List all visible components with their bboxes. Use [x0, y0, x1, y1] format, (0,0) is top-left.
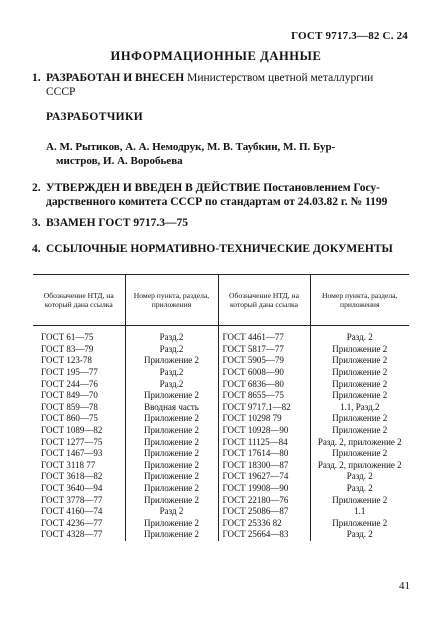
cell-designation: ГОСТ 4461—77 — [218, 326, 310, 344]
page-title: ИНФОРМАЦИОННЫЕ ДАННЫЕ — [110, 49, 322, 63]
cell-designation: ГОСТ 195—77 — [41, 367, 98, 378]
section-4-caption: ССЫЛОЧНЫЕ НОРМАТИВНО-ТЕХНИЧЕСКИЕ ДОКУМЕНТЫ — [46, 243, 393, 255]
references-table — [33, 274, 409, 541]
table-row — [33, 378, 409, 390]
cell-designation: ГОСТ 25664—83 — [218, 529, 310, 541]
cell-designation: ГОСТ 10928—90 — [218, 425, 310, 437]
cell-item: Приложение 2 — [125, 448, 218, 460]
cell-designation: ГОСТ 1277—75 — [41, 436, 103, 447]
section-3-caption: ВЗАМЕН ГОСТ 9717.3—75 — [46, 217, 188, 229]
table-row — [33, 483, 409, 495]
cell-item: Разд. 2 — [310, 471, 409, 483]
cell-designation: ГОСТ 18300—87 — [218, 460, 310, 472]
cell-item: Приложение 2 — [125, 460, 218, 472]
cell-designation: ГОСТ 1467—93 — [41, 448, 103, 459]
col-header-item-2: Номер пункта, раздела, приложения — [310, 275, 409, 326]
table-row — [33, 390, 409, 402]
cell-item: Приложение 2 — [125, 425, 218, 437]
cell-item: Приложение 2 — [125, 529, 218, 541]
page-number: 41 — [399, 580, 410, 592]
cell-designation: ГОСТ 19627—74 — [218, 471, 310, 483]
table-row — [33, 529, 409, 541]
cell-designation: ГОСТ 244—76 — [41, 378, 98, 389]
cell-item: Приложение 2 — [310, 367, 409, 379]
cell-item: 1.1 — [310, 506, 409, 518]
cell-designation: ГОСТ 19908—90 — [218, 483, 310, 495]
table-header-row — [33, 275, 409, 326]
table-row — [33, 436, 409, 448]
table-row — [33, 344, 409, 356]
table-row — [33, 355, 409, 367]
cell-designation: ГОСТ 61—75 — [41, 332, 94, 343]
cell-item: Приложение 2 — [125, 355, 218, 367]
cell-item: Вводная часть — [125, 402, 218, 414]
table-row — [33, 326, 409, 344]
cell-designation: ГОСТ 6008—90 — [218, 367, 310, 379]
cell-designation: ГОСТ 3778—77 — [41, 494, 103, 505]
developers-heading: РАЗРАБОТЧИКИ — [46, 111, 144, 123]
table-row — [33, 518, 409, 530]
cell-item: Приложение 2 — [125, 483, 218, 495]
section-2-text: Постановлением Госу- — [263, 182, 380, 194]
section-4-number: 4. — [32, 243, 41, 255]
section-1-caption: РАЗРАБОТАН И ВНЕСЕН — [46, 72, 185, 84]
section-3 — [32, 216, 412, 230]
cell-designation: ГОСТ 83—79 — [41, 343, 94, 354]
col-header-designation-2: Обозначение НТД, на который дана ссылка — [218, 275, 310, 326]
cell-designation: ГОСТ 3640—94 — [41, 483, 103, 494]
cell-item: Приложение 2 — [310, 425, 409, 437]
cell-designation: ГОСТ 6836—80 — [218, 378, 310, 390]
cell-item: Разд 2 — [125, 506, 218, 518]
cell-designation: ГОСТ 1089—82 — [41, 425, 103, 436]
cell-item: Приложение 2 — [310, 448, 409, 460]
section-1-number: 1. — [32, 72, 41, 84]
section-4 — [32, 242, 412, 256]
section-1 — [32, 71, 412, 99]
cell-item: Приложение 2 — [310, 494, 409, 506]
cell-item: 1.1, Разд.2 — [310, 402, 409, 414]
cell-designation: ГОСТ 4236—77 — [41, 517, 103, 528]
col-header-item-1: Номер пункта, раздела, приложения — [125, 275, 218, 326]
section-2-text-cont: дарственного комитета СССР по стандартам от 24.03.82 г. № 1199 — [46, 196, 388, 208]
cell-designation: ГОСТ 9717.1—82 — [218, 402, 310, 414]
cell-designation: ГОСТ 11125—84 — [218, 436, 310, 448]
developers-line-1: А. М. Рытиков, А. А. Немодрук, М. В. Таубкин, М. П. Бур- — [46, 141, 336, 153]
cell-designation: ГОСТ 5817—77 — [218, 344, 310, 356]
cell-designation: ГОСТ 25336 82 — [218, 518, 310, 530]
cell-item: Приложение 2 — [310, 344, 409, 356]
table-row — [33, 460, 409, 472]
cell-designation: ГОСТ 3618—82 — [41, 471, 103, 482]
cell-designation: ГОСТ 859—78 — [41, 401, 98, 412]
cell-item: Разд. 2, приложение 2 — [310, 460, 409, 472]
table-row — [33, 425, 409, 437]
cell-item: Приложение 2 — [125, 494, 218, 506]
cell-item: Приложение 2 — [310, 390, 409, 402]
cell-designation: ГОСТ 5905—79 — [218, 355, 310, 367]
cell-designation: ГОСТ 123-78 — [41, 355, 92, 366]
cell-designation: ГОСТ 10298 79 — [218, 413, 310, 425]
cell-designation: ГОСТ 17614—80 — [218, 448, 310, 460]
table-row — [33, 471, 409, 483]
table-row — [33, 506, 409, 518]
cell-item: Разд.2 — [125, 344, 218, 356]
cell-designation: ГОСТ 4328—77 — [41, 529, 103, 540]
cell-item: Разд.2 — [125, 326, 218, 344]
table-row — [33, 494, 409, 506]
cell-item: Приложение 2 — [310, 518, 409, 530]
table-body — [33, 326, 409, 541]
section-2 — [32, 181, 412, 209]
section-1-text: Министерством цветной металлургии — [187, 72, 374, 84]
cell-item: Приложение 2 — [125, 413, 218, 425]
cell-designation: ГОСТ 4160—74 — [41, 506, 103, 517]
cell-item: Приложение 2 — [310, 378, 409, 390]
table-row — [33, 413, 409, 425]
table-row — [33, 402, 409, 414]
cell-item: Приложение 2 — [125, 518, 218, 530]
cell-item: Разд. 2 — [310, 326, 409, 344]
section-2-number: 2. — [32, 182, 41, 194]
cell-item: Разд.2 — [125, 367, 218, 379]
cell-item: Разд. 2, приложение 2 — [310, 436, 409, 448]
cell-designation: ГОСТ 22180—76 — [218, 494, 310, 506]
col-header-designation-1: Обозначение НТД, на который дана ссылка — [33, 275, 125, 326]
cell-item: Приложение 2 — [125, 471, 218, 483]
cell-designation: ГОСТ 8655—75 — [218, 390, 310, 402]
cell-item: Приложение 2 — [310, 355, 409, 367]
cell-item: Разд.2 — [125, 378, 218, 390]
section-2-caption: УТВЕРЖДЕН И ВВЕДЕН В ДЕЙСТВИЕ — [46, 182, 261, 194]
page-header: ГОСТ 9717.3—82 С. 24 — [291, 30, 408, 42]
cell-item: Приложение 2 — [125, 390, 218, 402]
cell-item: Приложение 2 — [310, 413, 409, 425]
cell-item: Приложение 2 — [125, 436, 218, 448]
cell-designation: ГОСТ 3118 77 — [41, 459, 96, 470]
cell-item: Разд. 2 — [310, 483, 409, 495]
developers-list — [46, 140, 412, 168]
table-row — [33, 448, 409, 460]
section-3-number: 3. — [32, 217, 41, 229]
cell-item: Разд. 2 — [310, 529, 409, 541]
cell-designation: ГОСТ 849—70 — [41, 390, 98, 401]
section-1-text-cont: СССР — [46, 86, 76, 98]
cell-designation: ГОСТ 860—75 — [41, 413, 98, 424]
developers-line-2: мистров, И. А. Воробьева — [56, 155, 183, 167]
cell-designation: ГОСТ 25086—87 — [218, 506, 310, 518]
table-row — [33, 367, 409, 379]
